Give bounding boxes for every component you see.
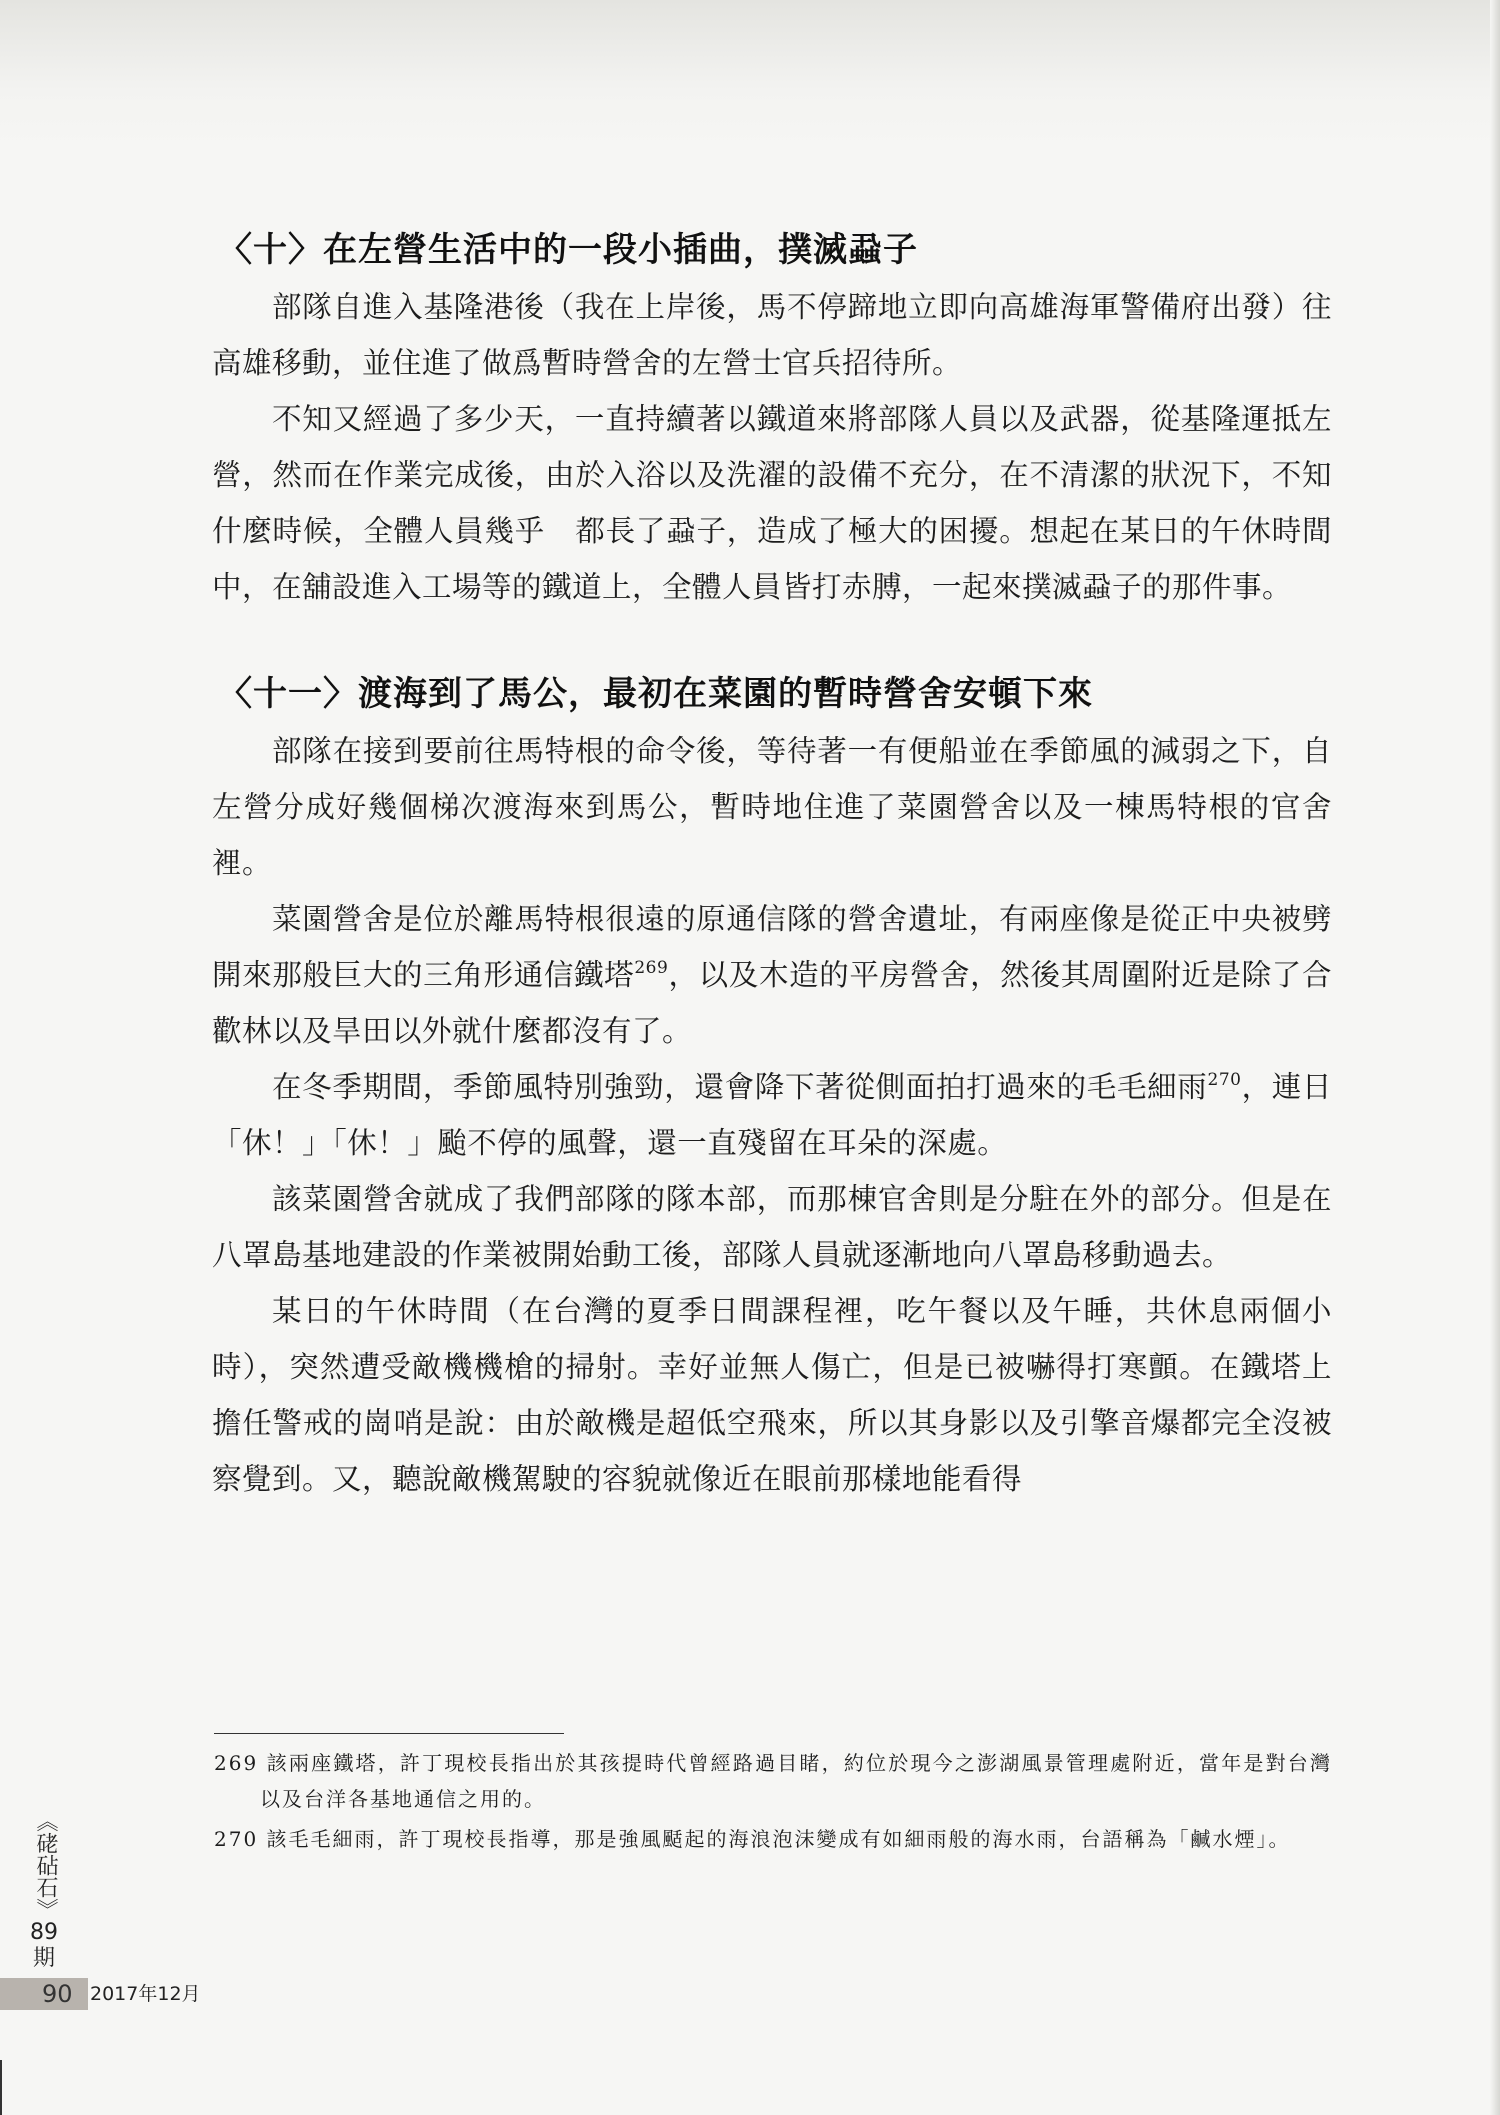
paragraph-text: ，連日「休！」「休！」颱不停的風聲，還一直殘留在耳朵的深處。 <box>212 1070 1332 1160</box>
issue-date: 2017年12月 <box>90 1983 201 2005</box>
footnote-270: 270 該毛毛細雨，許丁現校長指導，那是強風颳起的海浪泡沫變成有如細雨般的海水雨，台語稱為「鹹水煙」。 <box>214 1827 1291 1851</box>
paragraph: 部隊自進入基隆港後（我在上岸後，馬不停蹄地立即向高雄海軍警備府出發）往高雄移動，並住進了做爲暫時營舍的左營士官兵招待所。 <box>212 290 1332 380</box>
paragraph: 部隊在接到要前往馬特根的命令後，等待著一有便船並在季節風的減弱之下，自左營分成好幾個梯次渡海來到馬公，暫時地住進了菜園營舍以及一棟馬特根的官舍裡。 <box>212 734 1332 880</box>
paragraph <box>212 891 1332 1059</box>
paragraph: 某日的午休時間（在台灣的夏季日間課程裡，吃午餐以及午睡，共休息兩個小時），突然遭受敵機機槍的掃射。幸好並無人傷亡，但是已被嚇得打寒顫。在鐵塔上擔任警戒的崗哨是說：由於敵機是超低空飛來，所以其身影以及引擎音爆都完全沒被察覺到。又，聽說敵機駕駛的容貌就像近在眼前那樣地能看得 <box>212 1294 1332 1496</box>
section-11 <box>212 669 1332 1507</box>
paragraph-text: 菜園營舍是位於離馬特根很遠的原通信隊的營舍遺址，有兩座像是從正中央被劈開來那般巨大的三角形通信鐵塔 <box>212 902 1332 992</box>
footnote-divider <box>214 1733 564 1734</box>
issue-number: 89期 <box>30 1920 58 1971</box>
paragraph: 不知又經過了多少天，一直持續著以鐵道來將部隊人員以及武器，從基隆運抵左營，然而在作業完成後，由於入浴以及洗濯的設備不充分，在不清潔的狀況下，不知什麼時候，全體人員幾乎 都長了蝨子，造成了極大的困擾。想起在某日的午休時間中，在舖設進入工場等的鐵道上，全體人員皆打赤膊，一起來撲滅蝨子的那件事。 <box>212 402 1332 604</box>
paragraph: 該菜園營舍就成了我們部隊的隊本部，而那棟官舍則是分駐在外的部分。但是在八罩島基地建設的作業被開始動工後，部隊人員就逐漸地向八罩島移動過去。 <box>212 1182 1332 1272</box>
footnote-269: 269 該兩座鐵塔，許丁現校長指出於其孩提時代曾經路過目睹，約位於現今之澎湖風景管理處附近，當年是對台灣以及台洋各基地通信之用的。 <box>214 1751 1332 1811</box>
section-heading: 〈十一〉渡海到了馬公，最初在菜園的暫時營舍安頓下來 <box>218 674 1093 714</box>
article-body <box>212 225 1332 1507</box>
scan-shadow-right <box>1490 0 1500 2115</box>
footnotes <box>214 1745 1332 1861</box>
scan-edge-line <box>0 2060 2 2115</box>
paragraph <box>212 1059 1332 1171</box>
section-heading: 〈十〉在左營生活中的一段小插曲，撲滅蝨子 <box>218 230 918 270</box>
paragraph-text: ，以及木造的平房營舍，然後其周圍附近是除了合歡林以及旱田以外就什麼都沒有了。 <box>212 958 1332 1048</box>
footnote-ref-269: 269 <box>634 958 669 978</box>
scan-shadow-top <box>0 0 1500 150</box>
paragraph-text: 在冬季期間，季節風特別強勁，還會降下著從側面拍打過來的毛毛細雨 <box>272 1070 1208 1104</box>
footnote-ref-270: 270 <box>1207 1070 1242 1090</box>
page-number: 90 <box>42 1980 73 2008</box>
journal-name: 《硓砧石》 <box>33 1810 58 1920</box>
section-10 <box>212 225 1332 615</box>
